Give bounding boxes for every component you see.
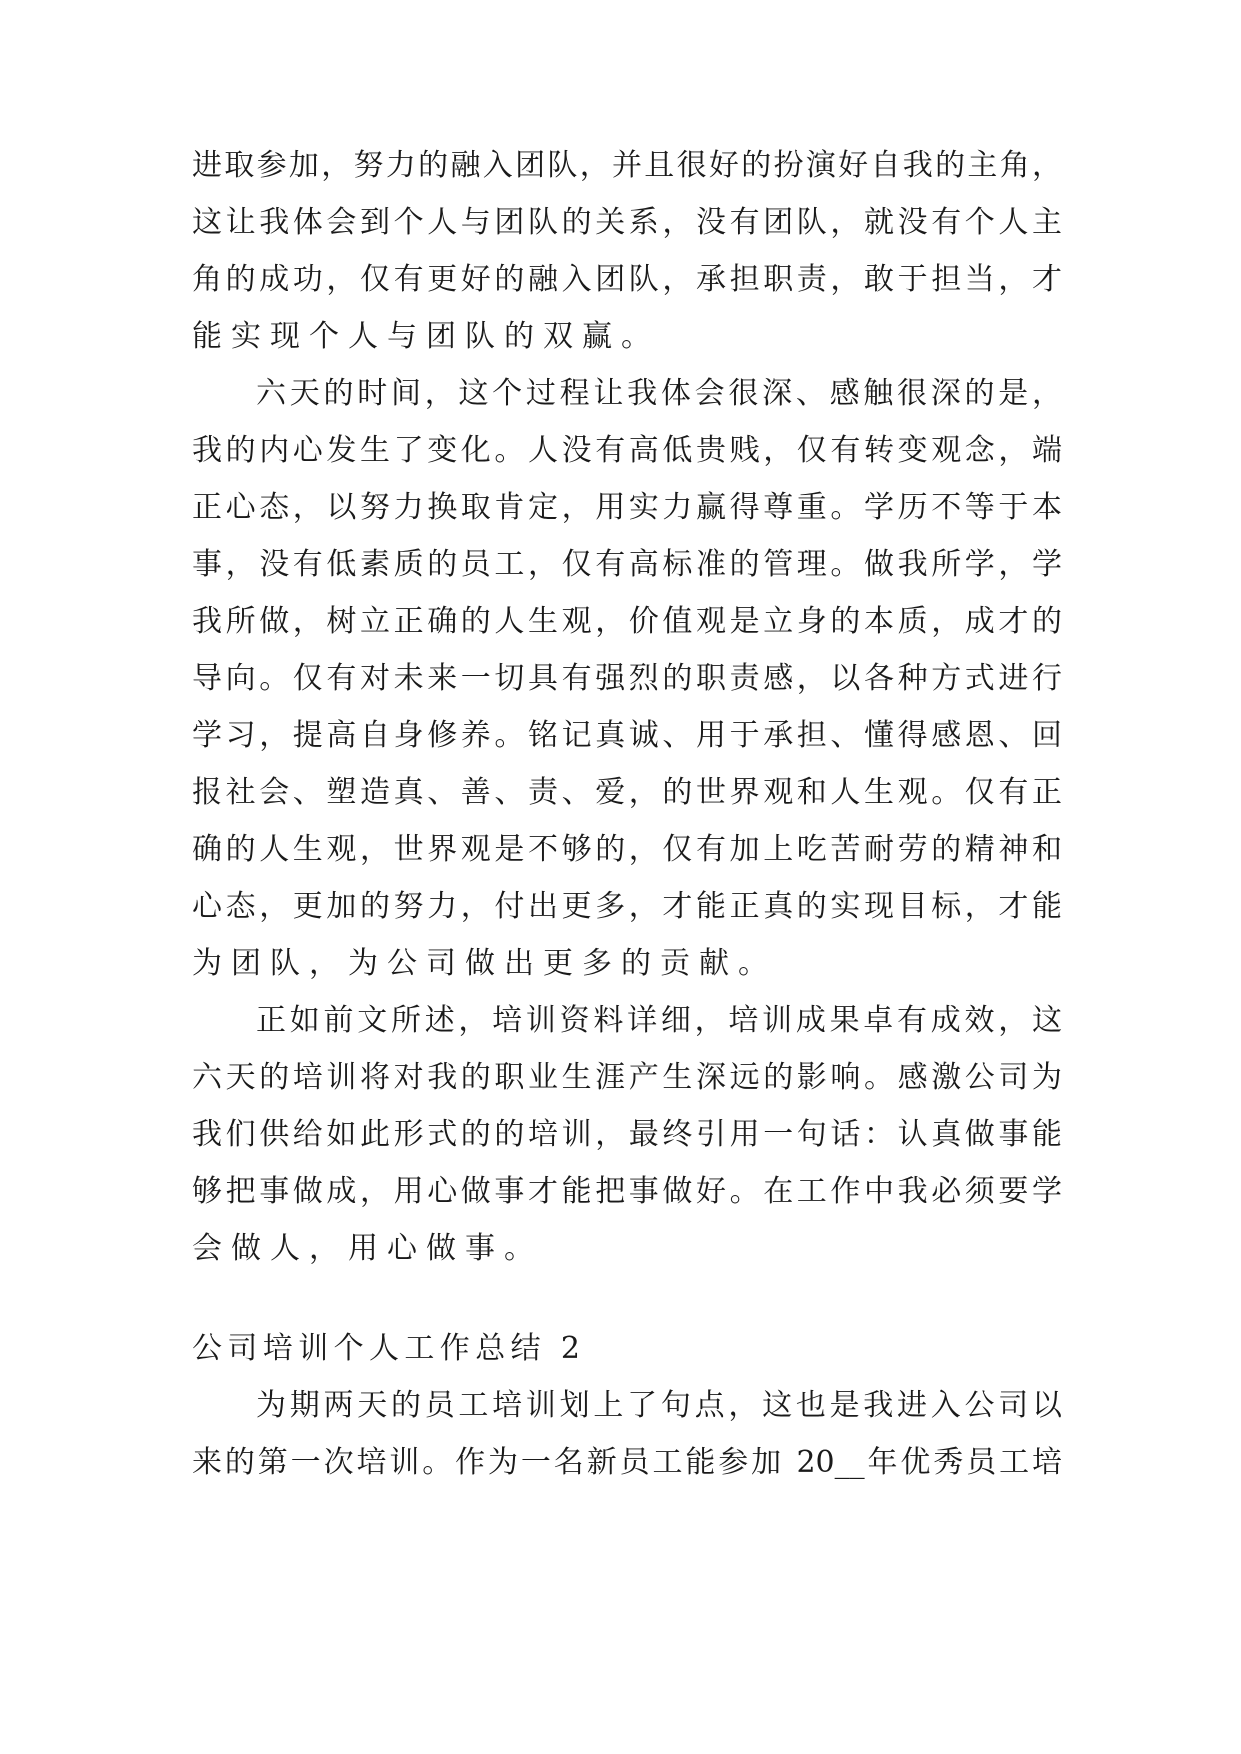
section-heading: 公司培训个人工作总结 2 (192, 1331, 586, 1366)
paragraph-1-line-4: 能实现个人与团队的双赢。 (192, 319, 660, 354)
paragraph-3-line-2: 六天的培训将对我的职业生涯产生深远的影响。感激公司为 (192, 1060, 1062, 1095)
paragraph-3-line-4: 够把事做成，用心做事才能把事做好。在工作中我必须要学 (192, 1174, 1062, 1209)
paragraph-3-line-1: 正如前文所述，培训资料详细，培训成果卓有成效，这 (256, 1003, 1062, 1038)
paragraph-4-line-1: 为期两天的员工培训划上了句点，这也是我进入公司以 (256, 1388, 1062, 1423)
paragraph-3-line-5: 会做人，用心做事。 (192, 1231, 543, 1266)
paragraph-2-line-5: 我所做，树立正确的人生观，价值观是立身的本质，成才的 (192, 604, 1062, 639)
paragraph-2-line-7: 学习，提高自身修养。铭记真诚、用于承担、懂得感恩、回 (192, 718, 1062, 753)
paragraph-2-line-9: 确的人生观，世界观是不够的，仅有加上吃苦耐劳的精神和 (192, 832, 1062, 867)
paragraph-4-line-2: 来的第一次培训。作为一名新员工能参加 20__年优秀员工培 (192, 1445, 1062, 1480)
paragraph-3-line-3: 我们供给如此形式的的培训，最终引用一句话：认真做事能 (192, 1117, 1062, 1152)
paragraph-1-line-1: 进取参加，努力的融入团队，并且很好的扮演好自我的主角， (192, 148, 1062, 183)
paragraph-2-line-2: 我的内心发生了变化。人没有高低贵贱，仅有转变观念，端 (192, 433, 1062, 468)
paragraph-2-line-8: 报社会、塑造真、善、责、爱，的世界观和人生观。仅有正 (192, 775, 1062, 810)
paragraph-2-line-6: 导向。仅有对未来一切具有强烈的职责感，以各种方式进行 (192, 661, 1062, 696)
paragraph-2-line-1: 六天的时间，这个过程让我体会很深、感触很深的是， (256, 376, 1062, 411)
paragraph-1-line-2: 这让我体会到个人与团队的关系，没有团队，就没有个人主 (192, 205, 1062, 240)
paragraph-2-line-3: 正心态，以努力换取肯定，用实力赢得尊重。学历不等于本 (192, 490, 1062, 525)
paragraph-2-line-11: 为团队，为公司做出更多的贡献。 (192, 946, 777, 981)
paragraph-2-line-4: 事，没有低素质的员工，仅有高标准的管理。做我所学，学 (192, 547, 1062, 582)
paragraph-1-line-3: 角的成功，仅有更好的融入团队，承担职责，敢于担当，才 (192, 262, 1062, 297)
paragraph-2-line-10: 心态，更加的努力，付出更多，才能正真的实现目标，才能 (192, 889, 1062, 924)
